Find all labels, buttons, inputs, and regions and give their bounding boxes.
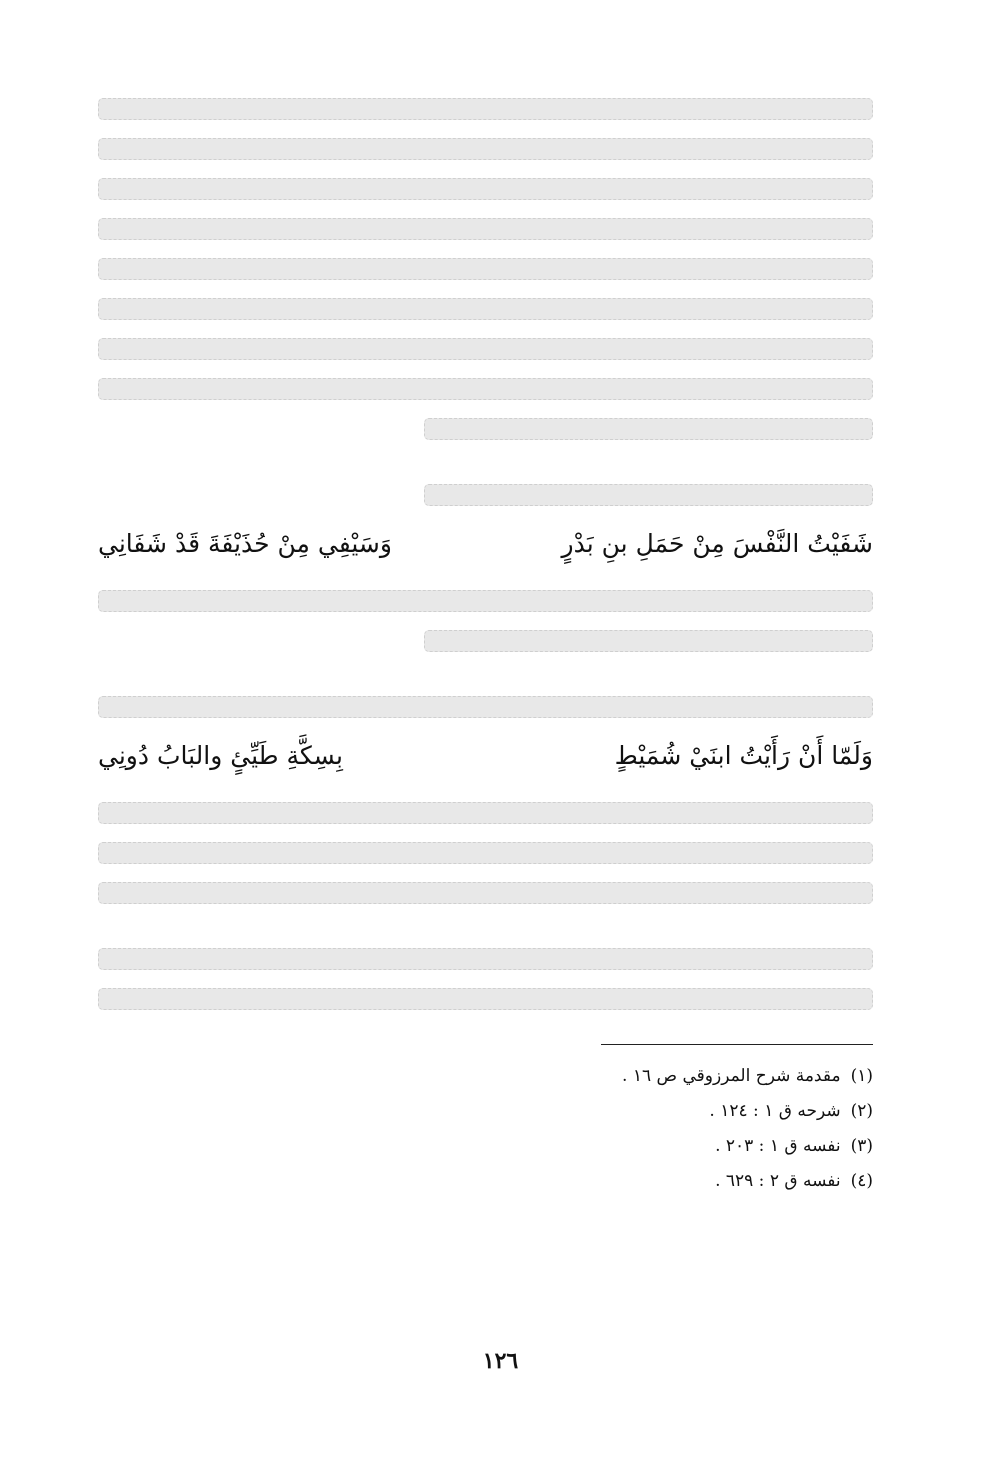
placeholder-line (98, 882, 873, 904)
footnote-item (98, 1129, 873, 1164)
footnote-item (98, 1164, 873, 1199)
placeholder-line (98, 258, 873, 280)
placeholder-line (424, 418, 874, 440)
footnote-number: (٤) (850, 1171, 873, 1191)
footnote-text: نفسه ق ١ : ٢٠٣ . (715, 1136, 841, 1156)
placeholder-line (98, 948, 873, 970)
verse-2-first-hemistich: وَلَمّا أَنْ رَأَيْتُ ابنَيْ شُمَيْطٍ (614, 741, 873, 770)
placeholder-line (424, 630, 874, 652)
verse-1 (98, 518, 873, 570)
footnotes (98, 1059, 873, 1199)
placeholder-line (98, 988, 873, 1010)
placeholder-line (98, 178, 873, 200)
placeholder-line (98, 218, 873, 240)
footnote-number: (٣) (850, 1136, 873, 1156)
placeholder-line (98, 338, 873, 360)
footnote-number: (١) (850, 1066, 873, 1086)
placeholder-line (98, 696, 873, 718)
placeholder-line (98, 298, 873, 320)
placeholder-line (98, 842, 873, 864)
placeholder-line (98, 802, 873, 824)
quotation-1-block (98, 474, 873, 660)
verse-1-second-hemistich: وَسَيْفِي مِنْ حُذَيْفَةَ قَدْ شَفَانِي (98, 529, 392, 558)
placeholder-lines (98, 474, 873, 514)
placeholder-line (98, 138, 873, 160)
page-number: ١٢٦ (482, 1348, 519, 1374)
placeholder-line (98, 378, 873, 400)
verse-2 (98, 730, 873, 782)
quotation-2-block (98, 686, 873, 912)
footnote-item (98, 1059, 873, 1094)
placeholder-lines (98, 88, 873, 448)
footnote-number: (٢) (850, 1101, 873, 1121)
placeholder-lines (98, 792, 873, 912)
placeholder-lines (98, 686, 873, 726)
placeholder-line (98, 590, 873, 612)
footnote-separator (601, 1044, 873, 1045)
placeholder-lines (98, 580, 873, 660)
verse-1-first-hemistich: شَفَيْتُ النَّفْسَ مِنْ حَمَلِ بنِ بَدْرٍ (561, 529, 873, 558)
footnote-text: مقدمة شرح المرزوقي ص ١٦ . (622, 1066, 841, 1086)
verse-2-second-hemistich: بِسِكَّةِ طَيِّئٍ والبَابُ دُونِي (98, 741, 343, 770)
placeholder-line (98, 98, 873, 120)
footnote-text: شرحه ق ١ : ١٢٤ . (709, 1101, 841, 1121)
footnote-text: نفسه ق ٢ : ٦٢٩ . (715, 1171, 841, 1191)
paragraph-final-placeholder (98, 938, 873, 1018)
placeholder-line (424, 484, 874, 506)
paragraph-1-placeholder (98, 88, 873, 448)
placeholder-lines (98, 938, 873, 1018)
footnote-item (98, 1094, 873, 1129)
